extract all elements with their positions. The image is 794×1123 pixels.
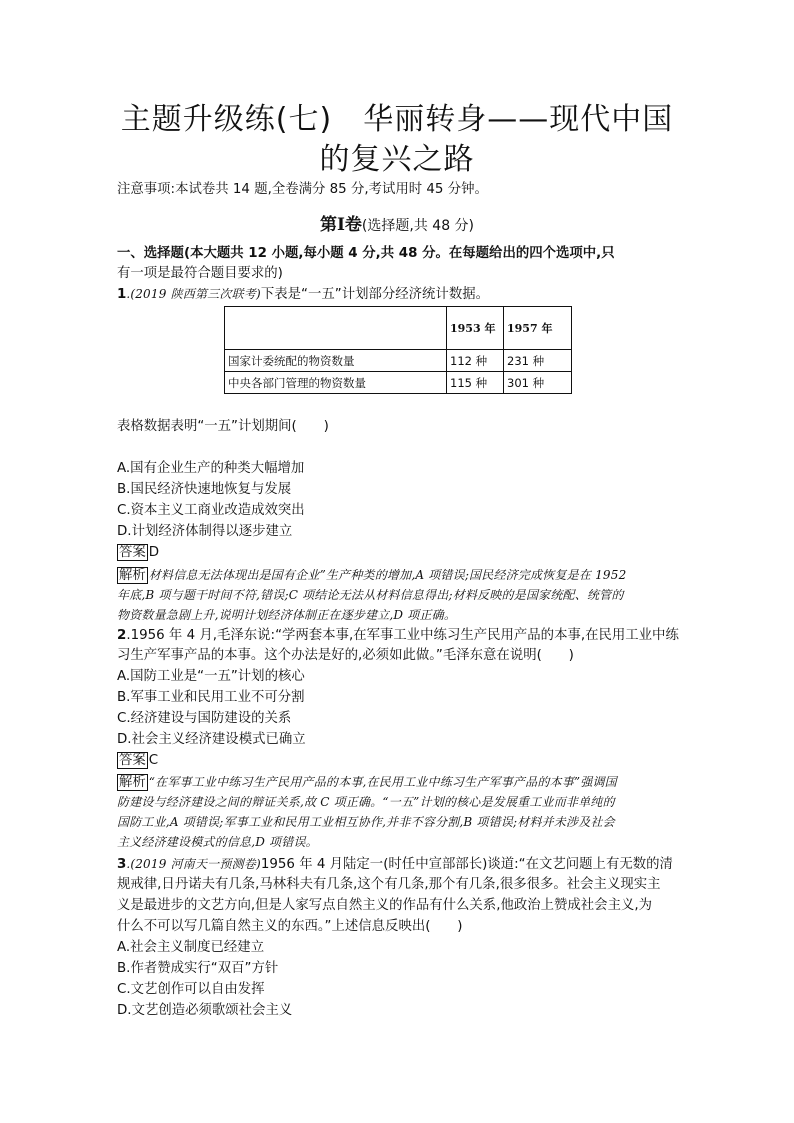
analysis-label: 解析 xyxy=(119,568,146,583)
q3-option-c: C.文艺创作可以自由发挥 xyxy=(117,982,265,997)
q3-stem-text: 1956 年 4 月陆定一(时任中宣部部长)谈道:“在文艺问题上有无数的清 xyxy=(260,857,673,872)
section-heading-big: 第Ⅰ卷 xyxy=(319,215,362,235)
q3-option-a: A.社会主义制度已经建立 xyxy=(117,940,265,955)
analysis-text: 防建设与经济建设之间的辩证关系,故 C 项正确。“一五”计划的核心是发展重工业而非单纯的 xyxy=(117,795,615,809)
analysis-text: 年底,B 项与题干时间不符,错误;C 项结论无法从材料信息得出;材料反映的是国家统配、统管的 xyxy=(117,588,624,602)
analysis-text: 国防工业,A 项错误;军事工业和民用工业相互协作,并非不容分割,B 项错误;材料并未涉及社会 xyxy=(117,815,615,829)
part-heading-1: 一、选择题(本大题共 12 小题,每小题 4 分,共 48 分。在每题给出的四个选项中,只 xyxy=(117,246,615,261)
q1-stem xyxy=(117,284,687,305)
notice: 注意事项:本试卷共 14 题,全卷满分 85 分,考试用时 45 分钟。 xyxy=(117,182,488,197)
q2-stem-line-1 xyxy=(117,626,687,646)
q2-option-d: D.社会主义经济建设模式已确立 xyxy=(117,732,306,747)
q3-option-b: B.作者赞成实行“双百”方针 xyxy=(117,961,279,976)
table-cell: 国家计委统配的物资数量 xyxy=(225,350,447,372)
q1-number: 1 xyxy=(117,287,127,302)
q2-number: 2 xyxy=(117,628,127,643)
q1-option-a: A.国有企业生产的种类大幅增加 xyxy=(117,461,305,476)
analysis-label: 解析 xyxy=(119,775,146,790)
q1-option-c: C.资本主义工商业改造成效突出 xyxy=(117,503,305,518)
q2-option-c: C.经济建设与国防建设的关系 xyxy=(117,711,292,726)
answer-value: D xyxy=(148,545,160,560)
q1-option-b: B.国民经济快速地恢复与发展 xyxy=(117,482,292,497)
table-header-cell xyxy=(225,307,447,350)
analysis-text: 主义经济建设模式的信息,D 项错误。 xyxy=(117,835,318,849)
q2-answer xyxy=(117,751,687,771)
part-heading-line-2 xyxy=(117,264,687,284)
q1-answer xyxy=(117,543,687,563)
page-title-line-2: 的复兴之路 xyxy=(319,142,475,177)
q3-stem-line-2: 规戒律,日丹诺夫有几条,马林科夫有几条,这个有几条,那个有几条,很多很多。社会主义现实主 xyxy=(117,877,661,892)
q1-question: 表格数据表明“一五”计划期间( ) xyxy=(117,419,329,434)
part-heading-line-1 xyxy=(117,244,687,264)
table-cell: 231 种 xyxy=(504,350,572,372)
analysis-text: 物资数量急剧上升,说明计划经济体制正在逐步建立,D 项正确。 xyxy=(117,608,457,622)
q3-stem-line-1 xyxy=(117,854,687,875)
q3-stem-line-4: 什么不可以写几篇自然主义的东西。”上述信息反映出( ) xyxy=(117,919,463,934)
q2-stem-line-2: 习生产军事产品的本事。这个办法是好的,必须如此做。”毛泽东意在说明( ) xyxy=(117,648,574,663)
table-cell: 112 种 xyxy=(447,350,504,372)
section-heading-rest: (选择题,共 48 分) xyxy=(361,218,475,234)
q2-analysis-line-1 xyxy=(117,772,687,793)
section-heading xyxy=(0,214,794,237)
analysis-text: “在军事工业中练习生产民用产品的本事,在民用工业中练习生产军事产品的本事”强调国 xyxy=(148,775,617,789)
answer-label: 答案 xyxy=(119,545,146,560)
q1-analysis-line-3 xyxy=(117,605,687,626)
q2-analysis-line-4 xyxy=(117,832,687,853)
page-title-line-1: 主题升级练(七) 华丽转身——现代中国 xyxy=(120,102,674,137)
q1-option-d: D.计划经济体制得以逐步建立 xyxy=(117,524,293,539)
q1-source: .(2019 陕西第三次联考) xyxy=(126,287,261,301)
table-row xyxy=(225,372,572,394)
q2-option-a: A.国防工业是“一五”计划的核心 xyxy=(117,669,305,684)
table-header-cell: 1953 年 xyxy=(447,307,504,350)
analysis-text: 材料信息无法体现出是国有企业”生产种类的增加,A 项错误;国民经济完成恢复是在 1952 xyxy=(148,568,627,582)
q3-option-d: D.文艺创造必须歌颂社会主义 xyxy=(117,1003,293,1018)
q1-data-table xyxy=(224,306,572,394)
table-header-row xyxy=(225,307,572,350)
part-heading-2: 有一项是最符合题目要求的) xyxy=(117,266,283,281)
q3-stem-line-3: 义是最进步的文艺方向,但是人家写点自然主义的作品有什么关系,他政治上赞成社会主义,为 xyxy=(117,898,653,913)
answer-value: C xyxy=(148,753,159,768)
q2-analysis-line-2 xyxy=(117,792,687,813)
table-header-cell: 1957 年 xyxy=(504,307,572,350)
table-cell: 301 种 xyxy=(504,372,572,394)
table-cell: 115 种 xyxy=(447,372,504,394)
q2-option-b: B.军事工业和民用工业不可分割 xyxy=(117,690,305,705)
table-cell: 中央各部门管理的物资数量 xyxy=(225,372,447,394)
q3-number: 3 xyxy=(117,857,127,872)
q2-stem-text: .1956 年 4 月,毛泽东说:“学两套本事,在军事工业中练习生产民用产品的本事,在民用工业中练 xyxy=(126,628,679,643)
answer-label: 答案 xyxy=(119,753,146,768)
q1-stem-text: 下表是“一五”计划部分经济统计数据。 xyxy=(260,287,489,302)
q2-analysis-line-3 xyxy=(117,812,687,833)
table-row xyxy=(225,350,572,372)
q1-analysis-line-2 xyxy=(117,585,687,606)
q3-source: .(2019 河南天一预测卷) xyxy=(126,857,261,871)
q1-analysis-line-1 xyxy=(117,565,687,586)
